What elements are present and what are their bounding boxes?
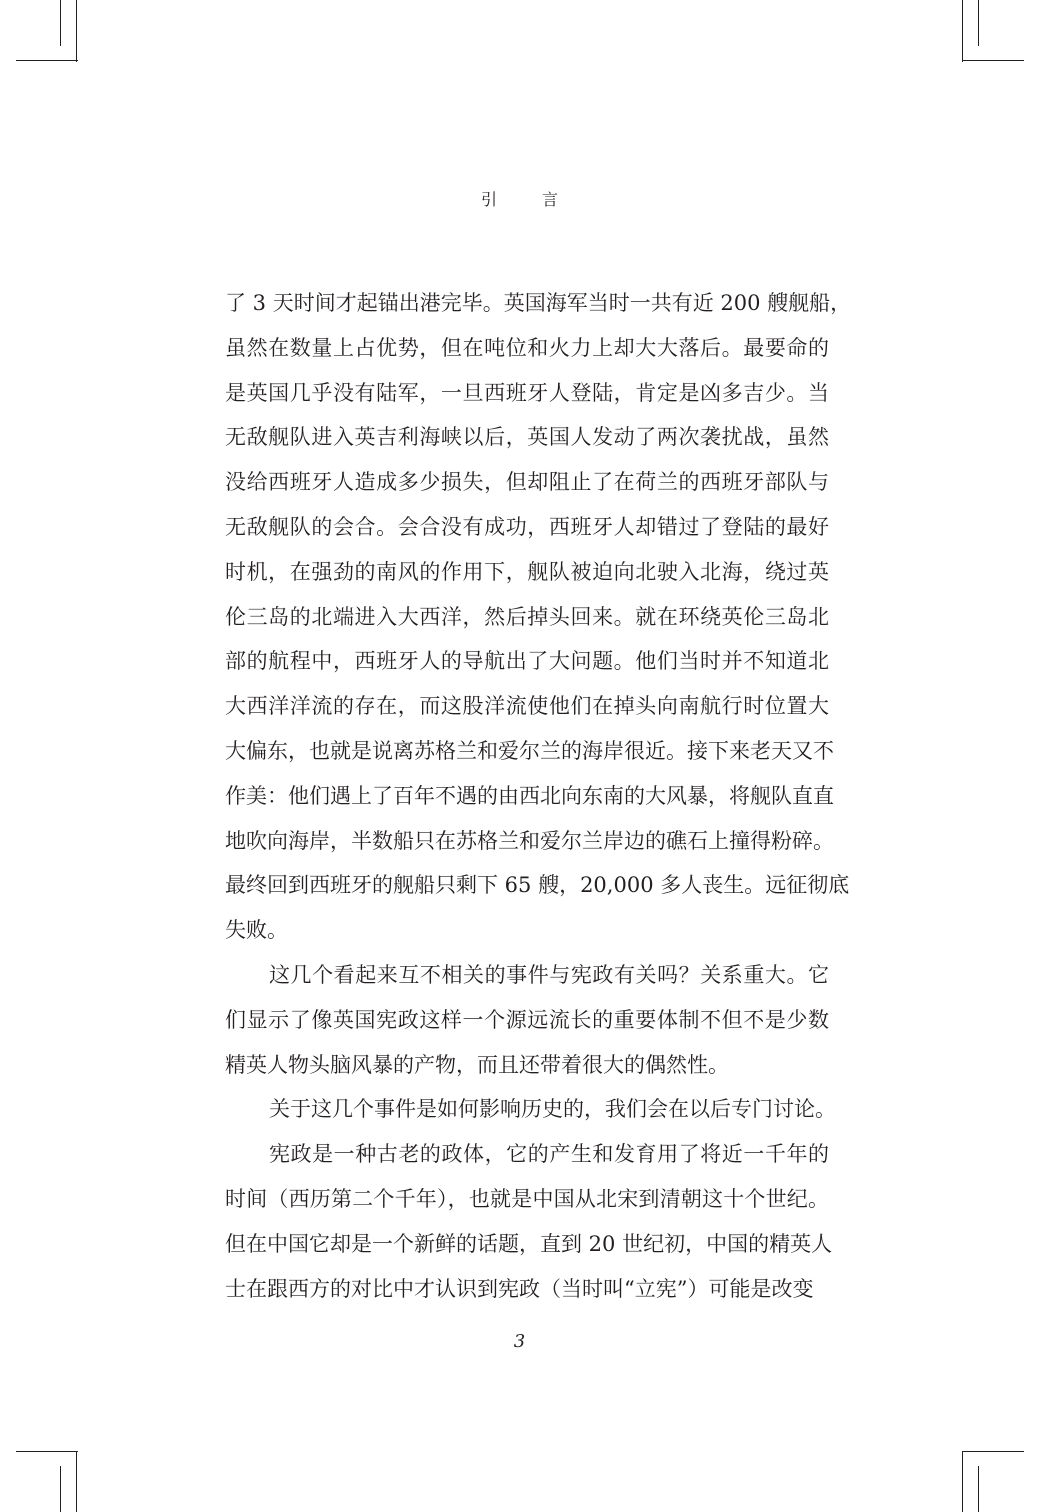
crop-mark-bottom-left-v <box>76 1451 77 1512</box>
text-line: 最终回到西班牙的舰船只剩下 65 艘，20,000 多人丧生。远征彻底 <box>225 873 850 898</box>
paragraph <box>225 1132 833 1311</box>
page-number: 3 <box>513 1331 526 1352</box>
running-head: 引 言 <box>480 190 579 209</box>
text-line: 士在跟西方的对比中才认识到宪政（当时叫“立宪”）可能是改变 <box>225 1276 814 1301</box>
crop-mark-top-left-v <box>76 0 77 62</box>
paragraph <box>225 953 829 1087</box>
text-line: 伦三岛的北端进入大西洋，然后掉头回来。就在环绕英伦三岛北 <box>225 604 829 629</box>
crop-mark-bottom-right-v <box>962 1451 963 1512</box>
text-line: 时机，在强劲的南风的作用下，舰队被迫向北驶入北海，绕过英 <box>225 559 829 584</box>
text-line: 部的航程中，西班牙人的导航出了大问题。他们当时并不知道北 <box>225 649 829 674</box>
text-line: 是英国几乎没有陆军，一旦西班牙人登陆，肯定是凶多吉少。当 <box>225 380 829 405</box>
text-line: 精英人物头脑风暴的产物，而且还带着很大的偶然性。 <box>225 1052 729 1077</box>
crop-mark-top-left-v2 <box>60 0 61 46</box>
crop-mark-bottom-right-h <box>962 1451 1024 1452</box>
text-line: 虽然在数量上占优势，但在吨位和火力上却大大落后。最要命的 <box>225 335 829 360</box>
body-text <box>225 281 852 1311</box>
text-line: 失败。 <box>225 918 288 943</box>
text-line: 们显示了像英国宪政这样一个源远流长的重要体制不但不是少数 <box>225 1007 829 1032</box>
text-line: 大偏东，也就是说离苏格兰和爱尔兰的海岸很近。接下来老天又不 <box>225 738 834 763</box>
text-line: 无敌舰队进入英吉利海峡以后，英国人发动了两次袭扰战，虽然 <box>225 425 829 450</box>
text-line: 无敌舰队的会合。会合没有成功，西班牙人却错过了登陆的最好 <box>225 514 829 539</box>
text-line: 大西洋洋流的存在，而这股洋流使他们在掉头向南航行时位置大 <box>225 694 829 719</box>
crop-mark-bottom-left-h <box>16 1451 78 1452</box>
text-line: 宪政是一种古老的政体，它的产生和发育用了将近一千年的 <box>269 1142 829 1167</box>
text-line: 作美：他们遇上了百年不遇的由西北向东南的大风暴，将舰队直直 <box>225 783 834 808</box>
crop-mark-top-right-v2 <box>978 0 979 46</box>
text-line: 了 3 天时间才起锚出港完毕。英国海军当时一共有近 200 艘舰船， <box>225 291 852 315</box>
text-line: 但在中国它却是一个新鲜的话题，直到 20 世纪初，中国的精英人 <box>225 1231 833 1256</box>
crop-mark-bottom-right-v2 <box>978 1466 979 1512</box>
text-line: 时间（西历第二个千年），也就是中国从北宋到清朝这十个世纪。 <box>225 1186 829 1211</box>
paragraph <box>225 1087 836 1132</box>
text-line: 这几个看起来互不相关的事件与宪政有关吗？关系重大。它 <box>269 962 829 987</box>
paragraph <box>225 281 852 953</box>
crop-mark-top-right-h <box>962 60 1024 61</box>
text-line: 地吹向海岸，半数船只在苏格兰和爱尔兰岸边的礁石上撞得粉碎。 <box>225 828 834 853</box>
crop-mark-top-right-v <box>962 0 963 62</box>
crop-mark-bottom-left-v2 <box>60 1466 61 1512</box>
crop-mark-top-left-h <box>16 60 78 61</box>
text-line: 没给西班牙人造成多少损失，但却阻止了在荷兰的西班牙部队与 <box>225 470 829 495</box>
text-line: 关于这几个事件是如何影响历史的，我们会在以后专门讨论。 <box>269 1097 836 1122</box>
